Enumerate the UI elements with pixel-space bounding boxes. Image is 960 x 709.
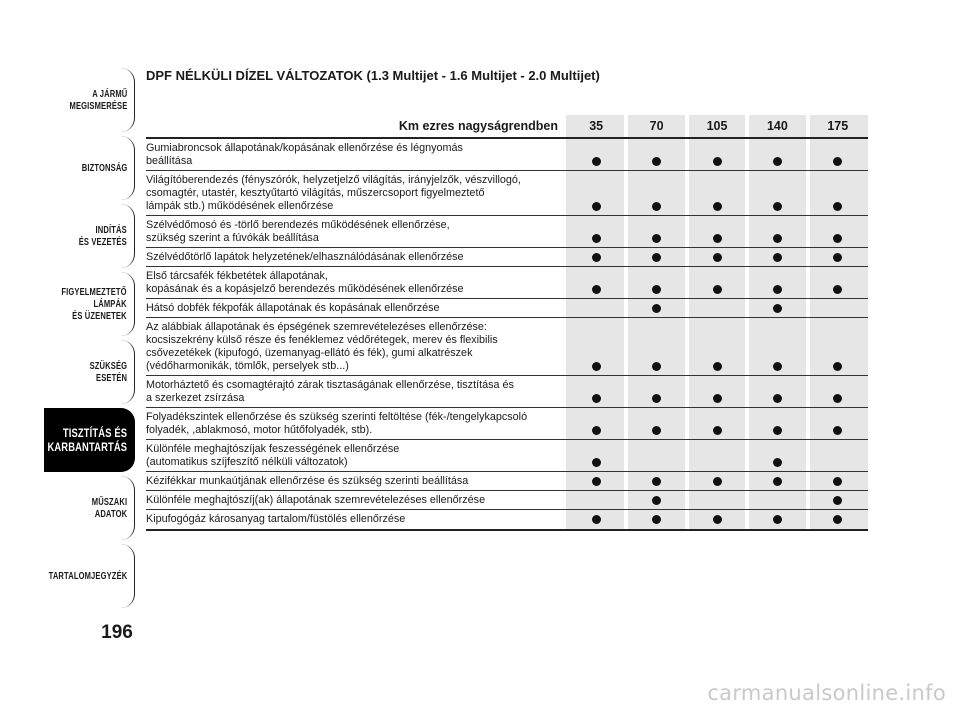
check-dot-km-70 [652,202,661,211]
table-row [146,491,868,510]
check-dot-km-140 [773,285,782,294]
check-dot-km-140 [773,426,782,435]
km-column-140: 140 [766,119,788,133]
row-description: Világítóberendezés (fényszórók, helyzetjelző világítás, irányjelzők, vészvillogó, csomagtér, utastér, kesztyűtartó világítás, műszercsoport figyelmeztető lámpák stb.) működésének ellenőrzése [146,174,521,212]
maintenance-table [146,115,868,528]
check-dot-km-175 [833,285,842,294]
table-header [146,115,868,139]
watermark: carmanualsonline.info [707,681,946,705]
sidebar-tab-1[interactable] [44,68,135,132]
check-dot-km-105 [713,234,722,243]
sidebar-tab-8[interactable] [44,544,135,608]
check-dot-km-70 [652,426,661,435]
check-dot-km-70 [652,234,661,243]
km-column-105: 105 [706,119,728,133]
row-description: Motorháztető és csomagtérajtó zárak tisztaságának ellenőrzése, tisztítása és a szerkezet zsírzása [146,379,514,404]
sidebar-tab-label: INDÍTÁS ÉS VEZETÉS [78,224,127,248]
check-dot-km-140 [773,394,782,403]
page-title [146,68,600,83]
check-dot-km-140 [773,234,782,243]
row-description: Az alábbiak állapotának és épségének szemrevételezéses ellenőrzése: kocsiszekrény külső része és fenéklemez védőrétegek, merev és flexibilis csővezetékek (kipufogó, üzemanyag-ellátó és fék), gumi alkatrészek (védőharmonikák, tömlők, perselyek stb...) [146,321,498,372]
check-dot-km-35 [592,202,601,211]
check-dot-km-70 [652,394,661,403]
sidebar-tab-2[interactable] [44,136,135,200]
check-dot-km-140 [773,515,782,524]
table-row [146,171,868,216]
section-sidebar [44,68,135,612]
row-description: Folyadékszintek ellenőrzése és szükség szerinti feltöltése (fék-/tengelykapcsoló folyadék, ,ablakmosó, motor hűtőfolyadék, stb). [146,411,528,436]
check-dot-km-105 [713,285,722,294]
check-dot-km-35 [592,285,601,294]
check-dot-km-35 [592,477,601,486]
table-row [146,440,868,472]
row-description: Kipufogógáz károsanyag tartalom/füstölés ellenőrzése [146,513,406,525]
check-dot-km-70 [652,253,661,262]
check-dot-km-70 [652,285,661,294]
sidebar-tab-6[interactable] [44,408,135,472]
check-dot-km-35 [592,234,601,243]
sidebar-tab-label: FIGYELMEZTETŐ LÁMPÁK ÉS ÜZENETEK [61,286,127,322]
sidebar-tab-label: TISZTÍTÁS ÉS KARBANTARTÁS [47,426,127,454]
row-description: Kézifékkar munkaútjának ellenőrzése és szükség szerinti beállítása [146,475,469,487]
check-dot-km-175 [833,202,842,211]
check-dot-km-140 [773,253,782,262]
row-description: Különféle meghajtószíj(ak) állapotának szemrevételezéses ellenőrzése [146,494,486,506]
check-dot-km-70 [652,515,661,524]
sidebar-tab-5[interactable] [44,340,135,404]
check-dot-km-175 [833,394,842,403]
table-row [146,267,868,299]
check-dot-km-175 [833,496,842,505]
sidebar-tab-3[interactable] [44,204,135,268]
check-dot-km-140 [773,202,782,211]
table-row [146,376,868,408]
check-dot-km-175 [833,253,842,262]
check-dot-km-105 [713,426,722,435]
check-dot-km-175 [833,157,842,166]
check-dot-km-105 [713,477,722,486]
check-dot-km-35 [592,426,601,435]
sidebar-tab-label: BIZTONSÁG [81,162,127,174]
check-dot-km-35 [592,394,601,403]
km-column-175: 175 [827,119,849,133]
check-dot-km-140 [773,157,782,166]
check-dot-km-105 [713,157,722,166]
row-description: Gumiabroncsok állapotának/kopásának ellenőrzése és légnyomás beállítása [146,142,463,167]
table-body [146,139,868,528]
check-dot-km-175 [833,426,842,435]
check-dot-km-140 [773,304,782,313]
check-dot-km-140 [773,362,782,371]
table-row [146,216,868,248]
sidebar-tab-label: A JÁRMŰ MEGISMERÉSE [69,88,127,112]
check-dot-km-35 [592,515,601,524]
row-description: Hátsó dobfék fékpofák állapotának és kopásának ellenőrzése [146,302,440,314]
table-row [146,472,868,491]
check-dot-km-105 [713,253,722,262]
table-row [146,510,868,528]
check-dot-km-70 [652,477,661,486]
km-column-70: 70 [649,119,664,133]
table-row [146,318,868,376]
check-dot-km-35 [592,362,601,371]
check-dot-km-70 [652,304,661,313]
row-description: Első tárcsafék fékbetétek állapotának, kopásának és a kopásjelző berendezés működésének ellenőrzése [146,270,464,295]
row-description: Szélvédőtörlő lapátok helyzetének/elhasználódásának ellenőrzése [146,251,464,263]
check-dot-km-140 [773,458,782,467]
check-dot-km-105 [713,362,722,371]
sidebar-tab-label: MŰSZAKI ADATOK [91,496,127,520]
sidebar-tab-label: SZÜKSÉG ESETÉN [89,360,127,384]
table-row [146,299,868,318]
row-description: Különféle meghajtószíjak feszességének ellenőrzése (automatikus szíjfeszítő nélküli változatok) [146,443,400,468]
sidebar-tab-7[interactable] [44,476,135,540]
check-dot-km-35 [592,157,601,166]
check-dot-km-175 [833,515,842,524]
km-column-35: 35 [589,119,604,133]
title-main: DPF NÉLKÜLI DÍZEL VÁLTOZATOK [146,68,363,83]
check-dot-km-105 [713,202,722,211]
title-subtitle: (1.3 Multijet - 1.6 Multijet - 2.0 Multijet) [366,68,600,83]
check-dot-km-175 [833,234,842,243]
check-dot-km-175 [833,362,842,371]
check-dot-km-70 [652,362,661,371]
check-dot-km-105 [713,515,722,524]
table-row [146,408,868,440]
check-dot-km-140 [773,477,782,486]
check-dot-km-35 [592,253,601,262]
check-dot-km-175 [833,477,842,486]
sidebar-tab-label: TARTALOMJEGYZÉK [48,570,127,582]
table-bottom-rule [146,529,868,531]
row-description: Szélvédőmosó és -törlő berendezés működésének ellenőrzése, szükség szerint a fúvókák beállítása [146,219,450,244]
check-dot-km-70 [652,496,661,505]
check-dot-km-35 [592,458,601,467]
km-header-label: Km ezres nagyságrendben [398,119,558,133]
table-row [146,248,868,267]
check-dot-km-70 [652,157,661,166]
check-dot-km-105 [713,394,722,403]
sidebar-tab-4[interactable] [44,272,135,336]
table-row [146,139,868,171]
page-number: 196 [101,622,133,643]
